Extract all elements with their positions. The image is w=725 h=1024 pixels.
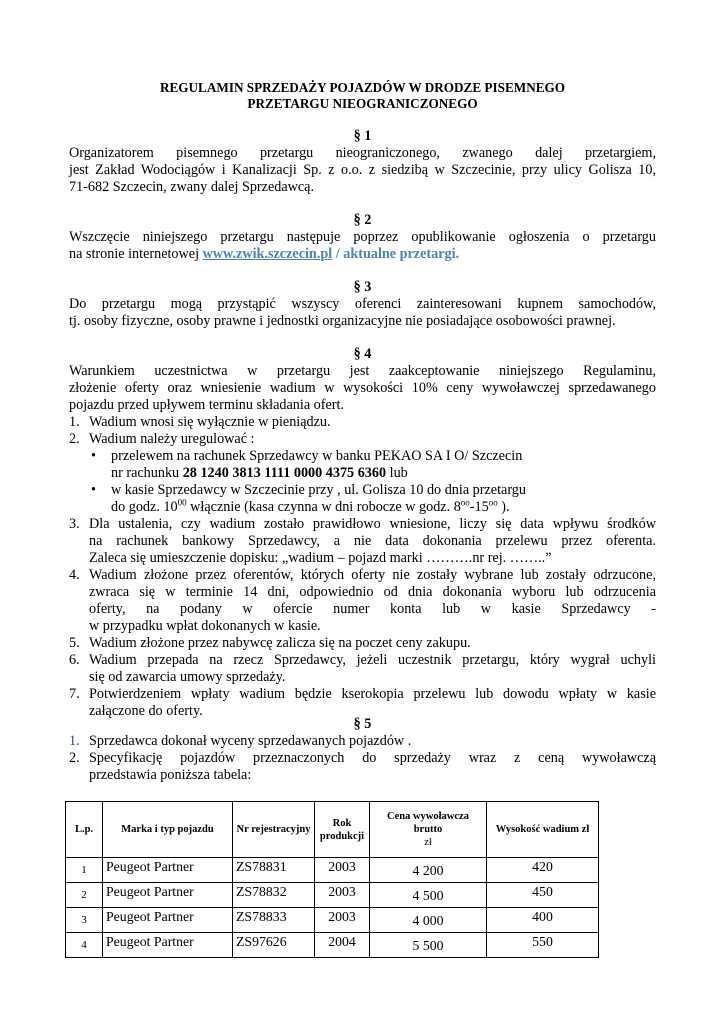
list-text: się od zawarcia umowy sprzedaży. (89, 669, 286, 685)
cell-make: Peugeot Partner (103, 933, 233, 958)
list-number: 2. (69, 750, 80, 766)
list-item (69, 431, 656, 448)
list-text: Specyfikację pojazdów przeznaczonych do sprzedaży wraz z ceną wywoławczą (89, 750, 656, 766)
cell-make: Peugeot Partner (103, 858, 233, 883)
section-2-heading: § 2 (353, 212, 372, 228)
table-row (66, 933, 599, 958)
cell-deposit: 450 (487, 883, 599, 908)
cell-price: 4 500 (370, 883, 487, 908)
col-header-deposit: Wysokość wadium zł (487, 802, 599, 858)
section-4 (69, 346, 656, 720)
col-header-year: Rok produkcji (315, 802, 370, 858)
list-number: 1. (69, 733, 80, 749)
list-item (69, 635, 656, 652)
section-2 (69, 212, 656, 263)
list-number: 4. (69, 567, 80, 583)
list-text: przedstawia poniższa tabela: (89, 767, 252, 783)
cell-registration: ZS78832 (233, 883, 315, 908)
list-number: 2. (69, 431, 80, 447)
cell-lp: 2 (66, 883, 103, 908)
cell-registration: ZS78831 (233, 858, 315, 883)
list-text: Wadium przepada na rzecz Sprzedawcy, jeżeli uczestnik przetargu, który wygrał uchyli (89, 652, 656, 668)
title-line-2: PRZETARGU NIEOGRANICZONEGO (247, 96, 478, 111)
title-line-1: REGULAMIN SPRZEDAŻY POJAZDÓW W DRODZE PISEMNEGO (159, 80, 566, 95)
list-number: 5. (69, 635, 80, 651)
table-header-row (66, 802, 599, 858)
list-item (69, 750, 656, 784)
list-text: Dla ustalenia, czy wadium zostało prawidłowo wniesione, liczy się data wpływu środków (89, 516, 656, 532)
col-header-price (370, 802, 487, 858)
bullet-line (111, 465, 656, 482)
list-text: Potwierdzeniem wpłaty wadium będzie kserokopia przelewu lub dowodu wpłaty w kasie (89, 686, 656, 702)
list-text: Wadium należy uregulować : (89, 431, 255, 447)
col-header-registration: Nr rejestracyjny (233, 802, 315, 858)
cell-registration: ZS97626 (233, 933, 315, 958)
col-header-make: Marka i typ pojazdu (103, 802, 233, 858)
col-header-lp: L.p. (66, 802, 103, 858)
list-text: załączone do oferty. (89, 703, 203, 719)
section-4-heading: § 4 (353, 346, 372, 362)
cell-make: Peugeot Partner (103, 883, 233, 908)
bank-account-number: 28 1240 3813 1111 0000 4375 6360 (182, 465, 387, 481)
list-number: 7. (69, 686, 80, 702)
bullet-item-transfer (69, 448, 656, 482)
list-text: w przypadku wpłat dokonanych w kasie. (89, 618, 321, 634)
list-number: 6. (69, 652, 80, 668)
section-1-heading: § 1 (353, 128, 372, 144)
bullet-item-cash (69, 482, 656, 516)
website-link[interactable]: www.zwik.szczecin.pl (202, 246, 333, 262)
bullet-line: w kasie Sprzedawcy w Szczecinie przy , ul. Golisza 10 do dnia przetargu (111, 482, 526, 498)
price-header-unit: zł (424, 837, 432, 848)
list-text: Sprzedawca dokonał wyceny sprzedawanych pojazdów . (89, 733, 412, 749)
section-2-line-2 (69, 246, 656, 263)
section-1-line-1: Organizatorem pisemnego przetargu nieograniczonego, zwanego dalej przetargiem, (69, 145, 656, 161)
list-text: na rachunek bankowy Sprzedawcy, a nie data dokonania przelewu przez oferenta. (89, 533, 656, 549)
list-item (69, 414, 656, 431)
link-separator: / (332, 246, 344, 262)
cell-price: 5 500 (370, 933, 487, 958)
list-item (69, 567, 656, 635)
cell-year: 2003 (315, 883, 370, 908)
account-prefix: nr rachunku (111, 465, 183, 481)
list-item (69, 686, 656, 720)
section-3-line-2: tj. osoby fizyczne, osoby prawne i jednostki organizacyjne nie posiadające osobowości prawnej. (69, 313, 616, 329)
section-1-line-2: jest Zakład Wodociągów i Kanalizacji Sp. z o.o. z siedzibą w Szczecinie, przy ulicy Golisza 10, (69, 162, 656, 178)
cell-year: 2003 (315, 858, 370, 883)
cell-lp: 4 (66, 933, 103, 958)
section-3 (69, 279, 656, 330)
list-text: Wadium wnosi się wyłącznie w pieniądzu. (89, 414, 331, 430)
list-item (69, 733, 656, 750)
section-4-intro-1: Warunkiem uczestnictwa w przetargu jest zaakceptowanie niniejszego Regulaminu, (69, 363, 656, 379)
section-1 (69, 128, 656, 196)
section-3-heading: § 3 (353, 279, 372, 295)
hours-text: do godz. 10 (111, 499, 178, 515)
cell-deposit: 420 (487, 858, 599, 883)
section-5-heading: § 5 (353, 716, 372, 732)
document-title (69, 80, 656, 112)
price-header-label: Cena wywoławcza brutto (387, 811, 469, 835)
hours-text: -15 (469, 499, 489, 515)
bullet-line: przelewem na rachunek Sprzedawcy w banku PEKAO SA I O/ Szczecin (111, 448, 523, 464)
section-4-intro-2: złożenie oferty oraz wniesienie wadium w wysokości 10% ceny wywoławczej sprzedawanego (69, 380, 656, 396)
section-5 (69, 716, 656, 784)
cell-lp: 3 (66, 908, 103, 933)
list-text: Zaleca się umieszczenie dopisku: „wadium – pojazd marki ……….nr rej. ……..” (89, 550, 552, 566)
bullet-line (111, 499, 656, 516)
section-2-line-1: Wszczęcie niniejszego przetargu następuje poprzez opublikowanie ogłoszenia o przetargu (69, 229, 656, 245)
cell-price: 4 200 (370, 858, 487, 883)
bullet-icon: • (91, 448, 96, 464)
list-number: 1. (69, 414, 80, 430)
cell-deposit: 400 (487, 908, 599, 933)
list-item (69, 652, 656, 686)
section-1-line-3: 71-682 Szczecin, zwany dalej Sprzedawcą. (69, 179, 315, 195)
hours-text: włącznie (kasa czynna w dni robocze w godz. 8 (186, 499, 461, 515)
hours-sup: oo (460, 497, 470, 508)
section-4-intro-3: pojazdu przed upływem terminu składania ofert. (69, 397, 344, 413)
hours-sup: oo (488, 497, 498, 508)
cell-deposit: 550 (487, 933, 599, 958)
hours-sup: 00 (177, 497, 187, 508)
cell-year: 2003 (315, 908, 370, 933)
bullet-icon: • (91, 482, 96, 498)
hours-text: ). (497, 499, 510, 515)
list-text: Wadium złożone przez nabywcę zalicza się na poczet ceny zakupu. (89, 635, 471, 651)
tenders-link[interactable]: aktualne przetargi. (343, 246, 460, 262)
list-text: oferty, na podany w ofercie numer konta lub w kasie Sprzedawcy - (89, 601, 656, 617)
list-number: 3. (69, 516, 80, 532)
vehicles-table (65, 801, 599, 958)
table-row (66, 883, 599, 908)
list-text: Wadium złożone przez oferentów, których oferty nie zostały wybrane lub zostały odrzucone, (89, 567, 656, 583)
section-3-line-1: Do przetargu mogą przystąpić wszyscy oferenci zainteresowani kupnem samochodów, (69, 296, 656, 312)
cell-year: 2004 (315, 933, 370, 958)
table-row (66, 908, 599, 933)
cell-registration: ZS78833 (233, 908, 315, 933)
section-2-line-2-prefix: na stronie internetowej (69, 246, 203, 262)
cell-price: 4 000 (370, 908, 487, 933)
table-body (66, 858, 599, 958)
cell-lp: 1 (66, 858, 103, 883)
list-text: zwraca się w terminie 14 dni, odpowiednio od dnia dokonania wyboru lub odrzucenia (89, 584, 656, 600)
account-suffix: lub (386, 465, 408, 481)
list-item (69, 516, 656, 567)
cell-make: Peugeot Partner (103, 908, 233, 933)
table-row (66, 858, 599, 883)
